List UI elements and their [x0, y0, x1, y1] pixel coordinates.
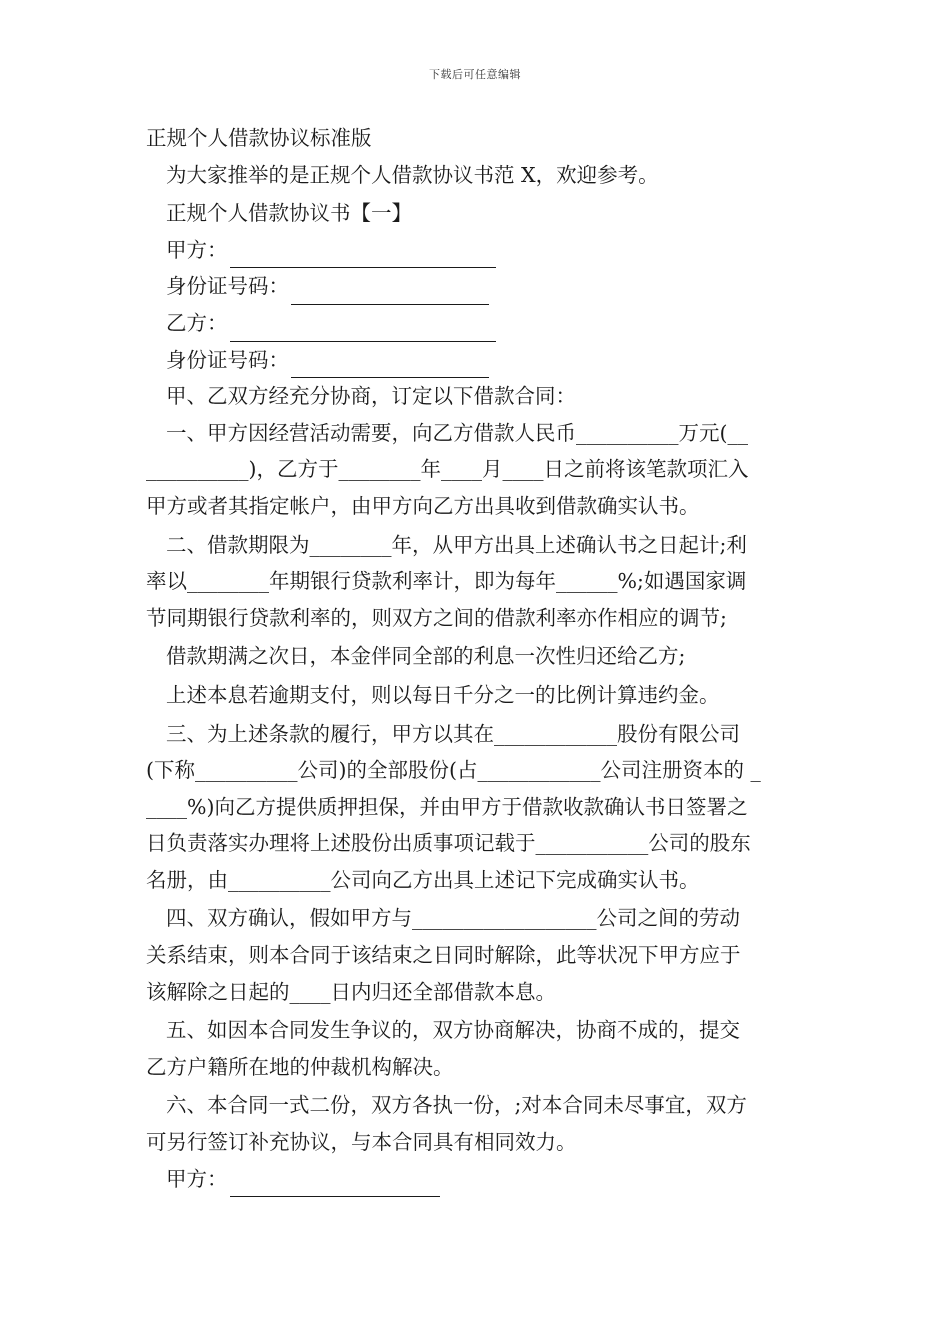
clause-3-line-4: 日负责落实办理将上述股份出质事项记载于___________公司的股东 [146, 831, 751, 856]
preamble: 甲、乙双方经充分协商，订定以下借款合同： [166, 384, 576, 409]
clause-1-line-1: 一、甲方因经营活动需要，向乙方借款人民币__________万元(__ [166, 420, 748, 445]
clause-4-line-2: 关系结束，则本合同于该结束之日同时解除，此等状况下甲方应于 [146, 943, 741, 968]
clause-1-line-2: __________)，乙方于________年____月____日之前将该笔款项汇入 [146, 457, 749, 482]
party-b-blank [230, 319, 496, 342]
signature-field [146, 1161, 808, 1198]
id-number-blank-1 [291, 282, 489, 305]
clause-4-line-3: 该解除之日起的____日内归还全部借款本息。 [146, 979, 556, 1004]
clause-5-line-2: 乙方户籍所在地的仲裁机构解决。 [146, 1054, 454, 1079]
id-number-label-1: 身份证号码： [166, 274, 289, 299]
id-number-blank-2 [291, 355, 489, 378]
clause-3-line-2: (下称__________公司)的全部股份(占____________公司注册资本的 _ [146, 758, 761, 783]
clause-3-line-3: ____%)向乙方提供质押担保，并由甲方于借款收款确认书日签署之 [146, 794, 748, 819]
signature-blank [230, 1174, 440, 1197]
id-number-field-2 [146, 342, 808, 379]
clause-2-extra-1: 借款期满之次日，本金伴同全部的利息一次性归还给乙方; [166, 644, 686, 669]
clause-2-extra-2: 上述本息若逾期支付，则以每日千分之一的比例计算违约金。 [166, 682, 720, 707]
agreement-subtitle: 正规个人借款协议书【一】 [166, 201, 412, 226]
clause-3-line-5: 名册，由__________公司向乙方出具上述记下完成确实认书。 [146, 867, 700, 892]
intro-paragraph: 为大家推举的是正规个人借款协议书范 X，欢迎参考。 [166, 162, 659, 187]
clause-3-line-1: 三、为上述条款的履行，甲方以其在____________股份有限公司 [166, 721, 740, 746]
clause-2-line-1: 二、借款期限为________年，从甲方出具上述确认书之日起计;利 [166, 532, 747, 557]
clause-6-line-2: 可另行签订补充协议，与本合同具有相同效力。 [146, 1130, 577, 1155]
party-a-field [146, 232, 808, 269]
clause-6-line-1: 六、本合同一式二份，双方各执一份，;对本合同未尽事宜，双方 [166, 1093, 747, 1118]
document-body [146, 120, 808, 1197]
party-a-blank [230, 245, 496, 268]
signature-label: 甲方： [166, 1166, 228, 1191]
id-number-label-2: 身份证号码： [166, 347, 289, 372]
party-a-label: 甲方： [166, 237, 228, 262]
clause-2-line-3: 节同期银行贷款利率的，则双方之间的借款利率亦作相应的调节; [146, 605, 727, 630]
party-b-label: 乙方： [166, 310, 228, 335]
header-note: 下载后可任意编辑 [429, 68, 521, 81]
clause-1-line-3: 甲方或者其指定帐户，由甲方向乙方出具收到借款确实认书。 [146, 493, 700, 518]
clause-2-line-2: 率以________年期银行贷款利率计，即为每年______%;如遇国家调 [146, 569, 747, 594]
party-b-field [146, 305, 808, 342]
document-title: 正规个人借款协议标准版 [146, 126, 372, 150]
clause-5-line-1: 五、如因本合同发生争议的，双方协商解决，协商不成的，提交 [166, 1018, 740, 1043]
id-number-field-1 [146, 268, 808, 305]
clause-4-line-1: 四、双方确认，假如甲方与__________________公司之间的劳动 [166, 906, 740, 931]
